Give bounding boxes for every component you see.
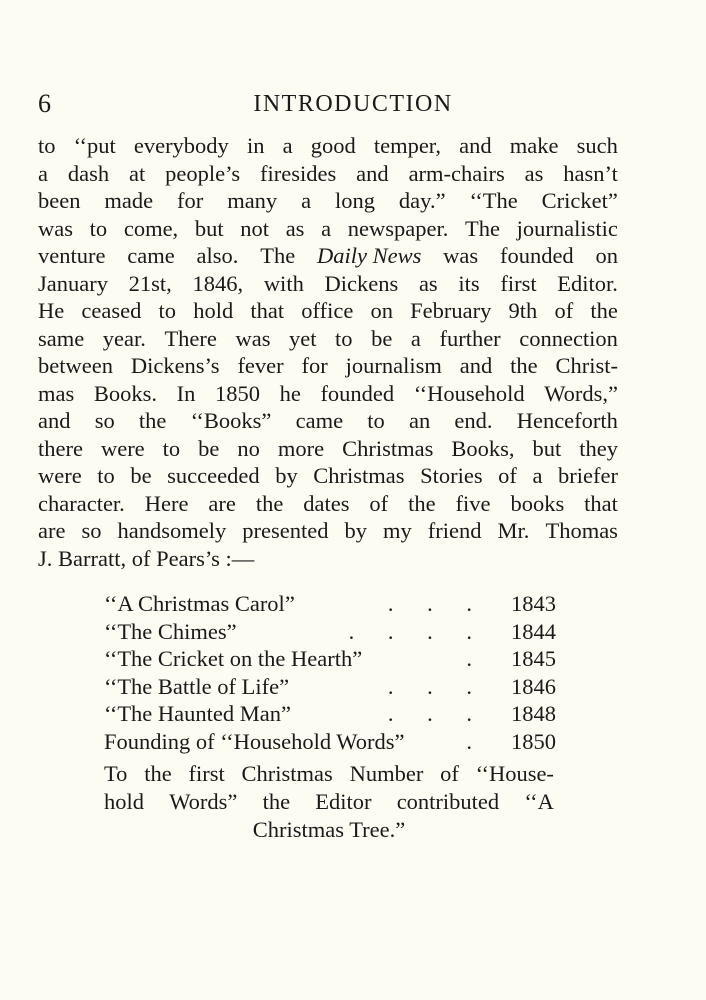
book-row [104, 673, 556, 701]
book-year: 1843 [511, 591, 556, 616]
word: an [408, 408, 431, 433]
word: Editor [315, 789, 372, 814]
word: Words,” [544, 380, 618, 406]
word: and [459, 353, 493, 378]
word: a [282, 133, 293, 158]
word: The [465, 215, 500, 241]
text-line [38, 517, 618, 545]
word: founded [499, 243, 574, 268]
word: firesides [260, 160, 337, 186]
word: connection [519, 325, 618, 351]
word: many [227, 188, 278, 213]
word: to [335, 325, 353, 351]
word: and [38, 408, 71, 433]
word: no [237, 435, 260, 461]
word: Dickens [324, 270, 399, 296]
text-line [104, 788, 554, 816]
word: a [38, 160, 48, 186]
word: Christmas Tree.” [252, 817, 406, 842]
word: a [532, 463, 543, 488]
word: yet [289, 325, 317, 351]
word: came [295, 408, 344, 433]
word: temper, [373, 133, 442, 158]
word: Number [349, 761, 424, 786]
word: Cricket” [541, 188, 618, 213]
word: come, [123, 215, 179, 241]
word: were [100, 435, 145, 461]
body-paragraph [38, 132, 618, 572]
word: 1850 [214, 380, 260, 406]
word: more [277, 435, 325, 461]
book-title: ‘‘The Cricket on the Hearth” [104, 646, 363, 672]
word: they [579, 435, 618, 461]
word: office [301, 298, 354, 323]
word: the [144, 761, 172, 786]
word: first [188, 761, 225, 786]
word: on [370, 298, 393, 323]
text-line [104, 760, 554, 788]
word: not [240, 215, 270, 241]
word: briefer [558, 463, 618, 488]
word: January [38, 270, 108, 296]
word: as [524, 160, 544, 186]
page-number: 6 [38, 89, 51, 118]
word: ceased [81, 298, 142, 323]
word: by [275, 463, 298, 488]
word: Editor. [557, 270, 618, 296]
book-row [104, 618, 556, 646]
text-line [38, 187, 618, 215]
word: Thomas [545, 518, 618, 543]
word: been [38, 188, 81, 213]
text-line [38, 160, 618, 188]
word: of [369, 490, 389, 516]
word: were [38, 463, 82, 488]
word: at [129, 160, 146, 186]
word: Christmas [342, 435, 434, 461]
word: There [164, 325, 217, 351]
text-line [38, 297, 618, 325]
word: The [260, 243, 296, 268]
word: 1846, [192, 270, 244, 296]
book-year: 1846 [511, 673, 556, 699]
word: as [285, 215, 305, 241]
word: the [255, 490, 284, 516]
text-line [38, 435, 618, 463]
word: such [576, 133, 618, 158]
word: a [410, 325, 421, 351]
word: of [440, 761, 459, 786]
leader-dots: . . . [387, 591, 486, 616]
word: its [458, 270, 480, 296]
book-row [104, 700, 556, 728]
word: February [410, 298, 492, 323]
word: the [510, 353, 538, 378]
book-year: 1845 [511, 646, 556, 672]
word: He [38, 298, 65, 323]
word: handsomely [117, 518, 227, 543]
leader-dots: . . . [387, 673, 486, 699]
word: hold [104, 789, 145, 814]
word: Stories [420, 463, 483, 488]
word: are [38, 518, 66, 543]
word: with [263, 270, 304, 296]
text-line [38, 325, 618, 353]
word: 9th [508, 298, 538, 323]
word: presented [242, 518, 329, 543]
word: Dickens’s [130, 353, 220, 378]
word: dash [67, 160, 110, 186]
book-year: 1850 [511, 728, 556, 754]
word: ‘‘A [524, 789, 554, 814]
word: to [367, 408, 385, 433]
text-line [38, 352, 618, 380]
word: to [89, 215, 108, 241]
leader-dots: . . . . [348, 618, 486, 644]
word: founded [320, 380, 395, 406]
word: everybody [133, 133, 229, 158]
word: a [321, 215, 332, 241]
word: To [104, 761, 128, 786]
word: but [194, 215, 224, 241]
word: Mr. [497, 518, 530, 543]
word: he [279, 380, 301, 406]
text-line [38, 242, 618, 270]
text-line [104, 816, 554, 844]
word: journalism [345, 353, 442, 378]
word: contributed [396, 789, 500, 814]
word: mas [38, 380, 75, 406]
text-line [38, 407, 618, 435]
word: for [301, 353, 328, 378]
word: ‘‘Household [413, 380, 525, 406]
word: but [532, 435, 562, 461]
word: of [498, 463, 517, 488]
word: ‘‘House- [475, 761, 554, 786]
word: succeeded [167, 463, 260, 488]
word: and [459, 133, 492, 158]
book-title: ‘‘The Battle of Life” [104, 673, 290, 699]
word: to [97, 463, 115, 488]
word: that [584, 490, 618, 516]
text-line [38, 462, 618, 490]
word: made [104, 188, 154, 213]
word: friend [427, 518, 482, 543]
word: same [38, 325, 85, 351]
word: further [439, 325, 501, 351]
word: ‘‘The [469, 188, 518, 213]
word: hold [193, 298, 234, 323]
word: newspaper. [347, 215, 449, 241]
word: came [127, 243, 175, 268]
word: the [590, 298, 618, 323]
word: Christmas [241, 761, 333, 786]
word: be [371, 325, 393, 351]
word: that [250, 298, 285, 323]
leader-dots: . . . [387, 701, 486, 727]
word: journalistic [516, 215, 618, 241]
italic-title: Daily News [316, 243, 422, 268]
word: year. [102, 325, 146, 351]
word: Books, [451, 435, 515, 461]
word: to [158, 298, 177, 323]
word: of [554, 298, 574, 323]
word: so [81, 518, 102, 543]
book-row [104, 645, 556, 673]
word: the [262, 789, 291, 814]
text-line [38, 132, 618, 160]
word: fever [237, 353, 284, 378]
word: venture [38, 243, 106, 268]
word: was [235, 325, 271, 351]
word: as [418, 270, 438, 296]
word: on [595, 243, 618, 268]
word: Books. [93, 380, 157, 406]
word: Christ- [555, 353, 618, 378]
word: 21st, [128, 270, 172, 296]
word: to [38, 133, 56, 158]
running-title: INTRODUCTION [253, 91, 453, 117]
word: In [176, 380, 196, 406]
word: Christmas [313, 463, 405, 488]
text-line [38, 490, 618, 518]
word: to [162, 435, 181, 461]
book-row [104, 590, 556, 618]
word: long [335, 188, 376, 213]
word: in [246, 133, 265, 158]
word: the [408, 490, 436, 516]
book-row [104, 728, 556, 756]
book-year: 1848 [511, 701, 556, 727]
word: ‘‘Books” [190, 408, 272, 433]
word: books [510, 490, 565, 516]
word: by [344, 518, 367, 543]
word: Words” [169, 789, 238, 814]
book-title: Founding of ‘‘Household Words” [104, 728, 405, 754]
word: arm-chairs [408, 160, 505, 186]
text-line [38, 270, 618, 298]
book-year: 1844 [511, 618, 556, 644]
word: be [130, 463, 152, 488]
word: be [198, 435, 220, 461]
word: character. [38, 490, 125, 516]
leader-dots: . [466, 646, 486, 672]
book-title: ‘‘A Christmas Carol” [104, 591, 295, 616]
word: also. [196, 243, 239, 268]
word: Here [144, 490, 189, 516]
book-list [104, 590, 556, 756]
word: Henceforth [516, 408, 618, 433]
book-title: ‘‘The Haunted Man” [104, 701, 291, 727]
word: between [38, 353, 113, 378]
word: end. [454, 408, 493, 433]
text-line [38, 545, 618, 573]
word: for [177, 188, 204, 213]
word: a [301, 188, 312, 213]
word: first [500, 270, 537, 296]
leader-dots: . [466, 728, 486, 754]
word: my [383, 518, 412, 543]
word: was [38, 215, 73, 241]
word: make [509, 133, 559, 158]
word: hasn’t [563, 160, 618, 186]
word: people’s [165, 160, 241, 186]
word: so [94, 408, 115, 433]
word: and [356, 160, 389, 186]
closing-note [104, 760, 554, 844]
word: five [455, 490, 491, 516]
text-line [38, 380, 618, 408]
word: are [208, 490, 236, 516]
word: day.” [398, 188, 446, 213]
word: the [138, 408, 167, 433]
word: there [38, 435, 83, 461]
book-title: ‘‘The Chimes” [104, 618, 237, 644]
word: was [443, 243, 479, 268]
word: J. Barratt, of Pears’s :— [38, 545, 255, 571]
word: dates [303, 490, 350, 516]
word: good [310, 133, 356, 158]
text-line [38, 215, 618, 243]
word: ‘‘put [73, 133, 116, 158]
